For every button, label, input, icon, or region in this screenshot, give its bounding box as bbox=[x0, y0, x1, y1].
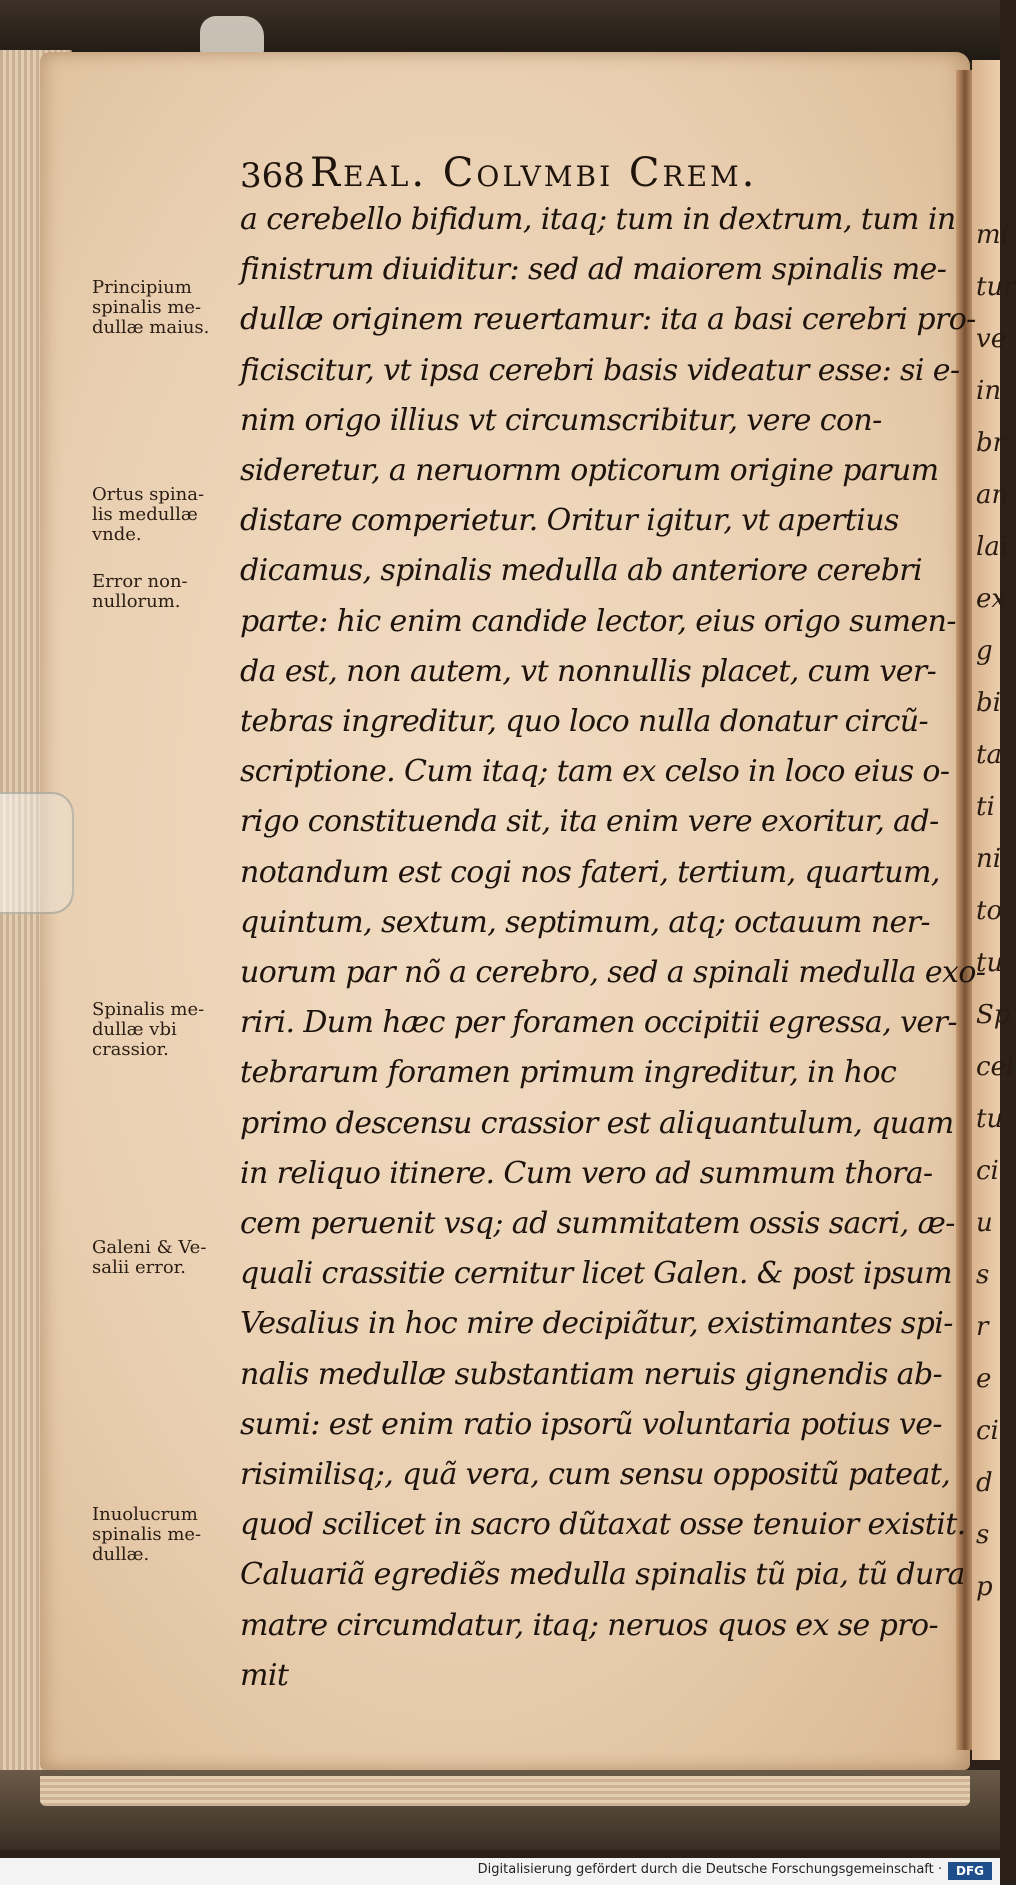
facing-page-fragment: ci bbox=[976, 1156, 999, 1186]
facing-page-fragment: tu bbox=[976, 948, 1004, 978]
margin-note bbox=[92, 1505, 252, 1565]
facing-page-fragment: ni bbox=[976, 844, 1002, 874]
margin-note-line: Error non- bbox=[92, 571, 188, 592]
margin-note-line: Galeni & Ve- bbox=[92, 1237, 207, 1258]
text-line: nim origo illius vt circumscribitur, vere con- bbox=[240, 402, 882, 438]
facing-page-fragment: tur bbox=[976, 272, 1016, 302]
text-line: nalis medullæ substantiam neruis gignendis ab- bbox=[240, 1356, 943, 1392]
margin-note-line: Principium bbox=[92, 277, 192, 298]
text-line: da est, non autem, vt nonnullis placet, cum ver- bbox=[240, 653, 937, 689]
text-line: matre circumdatur, itaq; neruos quos ex se pro- bbox=[240, 1607, 938, 1643]
text-line: quintum, sextum, septimum, atq; octauum ner- bbox=[240, 904, 930, 940]
margin-note-line: dullæ maius. bbox=[92, 317, 210, 338]
facing-page-fragment: u bbox=[976, 1208, 993, 1238]
margin-note-line: lis medullæ bbox=[92, 504, 198, 525]
text-line: a cerebello bifidum, itaq; tum in dextrum, tum in bbox=[240, 202, 956, 237]
facing-page-fragment: ta bbox=[976, 740, 1002, 770]
facing-page-fragment: s bbox=[976, 1520, 990, 1550]
text-line: ficiscitur, vt ipsa cerebri basis videatur esse: si e- bbox=[240, 352, 960, 388]
facing-page-fragment: e bbox=[976, 1364, 992, 1394]
facing-page-fragment: ci bbox=[976, 1416, 999, 1446]
facing-page-fragment: ve bbox=[976, 324, 1007, 354]
facing-page-fragment: p bbox=[976, 1572, 993, 1602]
facing-page-fragment: tu bbox=[976, 1104, 1004, 1134]
margin-note-line: Inuolucrum bbox=[92, 1504, 198, 1525]
facing-page-fragment: ti bbox=[976, 792, 995, 822]
text-line: dullæ originem reuertamur: ita a basi cerebri pro- bbox=[240, 302, 976, 338]
margin-note bbox=[92, 278, 252, 338]
text-line: tebrarum foramen primum ingreditur, in hoc bbox=[240, 1055, 897, 1091]
facing-page-fragment: to bbox=[976, 896, 1003, 926]
text-line: uorum par nõ a cerebro, sed a spinali medulla exo- bbox=[240, 955, 986, 990]
text-line: parte: hic enim candide lector, eius origo sumen- bbox=[240, 603, 956, 639]
facing-page-fragment: g bbox=[976, 636, 993, 666]
text-line: rigo constituenda sit, ita enim vere exoritur, ad- bbox=[240, 804, 939, 840]
facing-page-fragment: mi bbox=[976, 220, 1009, 250]
text-line: mit bbox=[240, 1657, 289, 1693]
margin-note-line: Spinalis me- bbox=[92, 999, 205, 1020]
facing-page-fragment: an bbox=[976, 480, 1009, 510]
facing-page-fragment: in bbox=[976, 376, 1002, 406]
margin-note-line: spinalis me- bbox=[92, 1524, 202, 1545]
text-line: in reliquo itinere. Cum vero ad summum thora- bbox=[240, 1155, 933, 1191]
text-line: notandum est cogi nos fateri, tertium, quartum, bbox=[240, 854, 940, 890]
book-bottom-edge bbox=[40, 1776, 970, 1806]
margin-note-line: vnde. bbox=[92, 524, 142, 545]
margin-note bbox=[92, 1000, 252, 1060]
facing-page-fragment: ex bbox=[976, 584, 1007, 614]
facing-page-fragment: s bbox=[976, 1260, 990, 1290]
facing-page-fragment: bi bbox=[976, 688, 1001, 718]
page-header bbox=[240, 150, 900, 204]
margin-note-line: salii error. bbox=[92, 1257, 187, 1278]
running-head: Real. Colvmbi Crem. bbox=[310, 150, 758, 196]
page-number: 368 bbox=[240, 156, 305, 196]
facing-page-fragment: lai bbox=[976, 532, 1009, 562]
text-line: risimilisq;, quã vera, cum sensu oppositũ pateat, bbox=[240, 1457, 951, 1492]
margin-note-line: spinalis me- bbox=[92, 297, 202, 318]
text-line: riri. Dum hæc per foramen occipitii egressa, ver- bbox=[240, 1005, 957, 1041]
text-line: dicamus, spinalis medulla ab anteriore cerebri bbox=[240, 553, 923, 589]
page-clip bbox=[0, 792, 74, 914]
facing-page-fragment: d bbox=[976, 1468, 993, 1498]
margin-note bbox=[92, 485, 252, 545]
margin-note-line: crassior. bbox=[92, 1039, 169, 1060]
facing-page-fragment: Sp bbox=[976, 1000, 1011, 1030]
text-line: finistrum diuiditur: sed ad maiorem spinalis me- bbox=[240, 252, 947, 288]
text-line: tebras ingreditur, quo loco nulla donatur circũ- bbox=[240, 704, 929, 739]
dfg-logo: DFG bbox=[948, 1862, 992, 1880]
text-line: sideretur, a neruornm opticorum origine parum bbox=[240, 453, 939, 488]
margin-note-line: nullorum. bbox=[92, 591, 181, 612]
text-line: distare comperietur. Oritur igitur, vt apertius bbox=[240, 503, 899, 539]
text-line: Vesalius in hoc mire decipiãtur, existimantes spi- bbox=[240, 1306, 953, 1342]
text-line: quali crassitie cernitur licet Galen. & post ipsum bbox=[240, 1256, 952, 1292]
margin-note-line: dullæ vbi bbox=[92, 1019, 177, 1040]
text-line: Caluariã egrediẽs medulla spinalis tũ pia, tũ dura bbox=[240, 1557, 965, 1593]
margin-note bbox=[92, 572, 252, 612]
facing-page-fragment: cel bbox=[976, 1052, 1015, 1082]
facing-page-fragment: br bbox=[976, 428, 1006, 458]
text-line: quod scilicet in sacro dũtaxat osse tenuior existit. bbox=[240, 1507, 966, 1543]
facing-page-fragment: r bbox=[976, 1312, 989, 1342]
text-line: cem peruenit vsq; ad summitatem ossis sacri, æ- bbox=[240, 1206, 955, 1241]
text-line: sumi: est enim ratio ipsorũ voluntaria potius ve- bbox=[240, 1406, 942, 1442]
margin-note-line: dullæ. bbox=[92, 1544, 150, 1565]
margin-note bbox=[92, 1238, 252, 1278]
text-line: scriptione. Cum itaq; tam ex celso in loco eius o- bbox=[240, 754, 950, 790]
margin-note-line: Ortus spina- bbox=[92, 484, 205, 505]
footer-credit: Digitalisierung gefördert durch die Deutsche Forschungsgemeinschaft · bbox=[477, 1862, 942, 1877]
text-line: primo descensu crassior est aliquantulum, quam bbox=[240, 1105, 954, 1141]
page-tab bbox=[200, 16, 264, 56]
